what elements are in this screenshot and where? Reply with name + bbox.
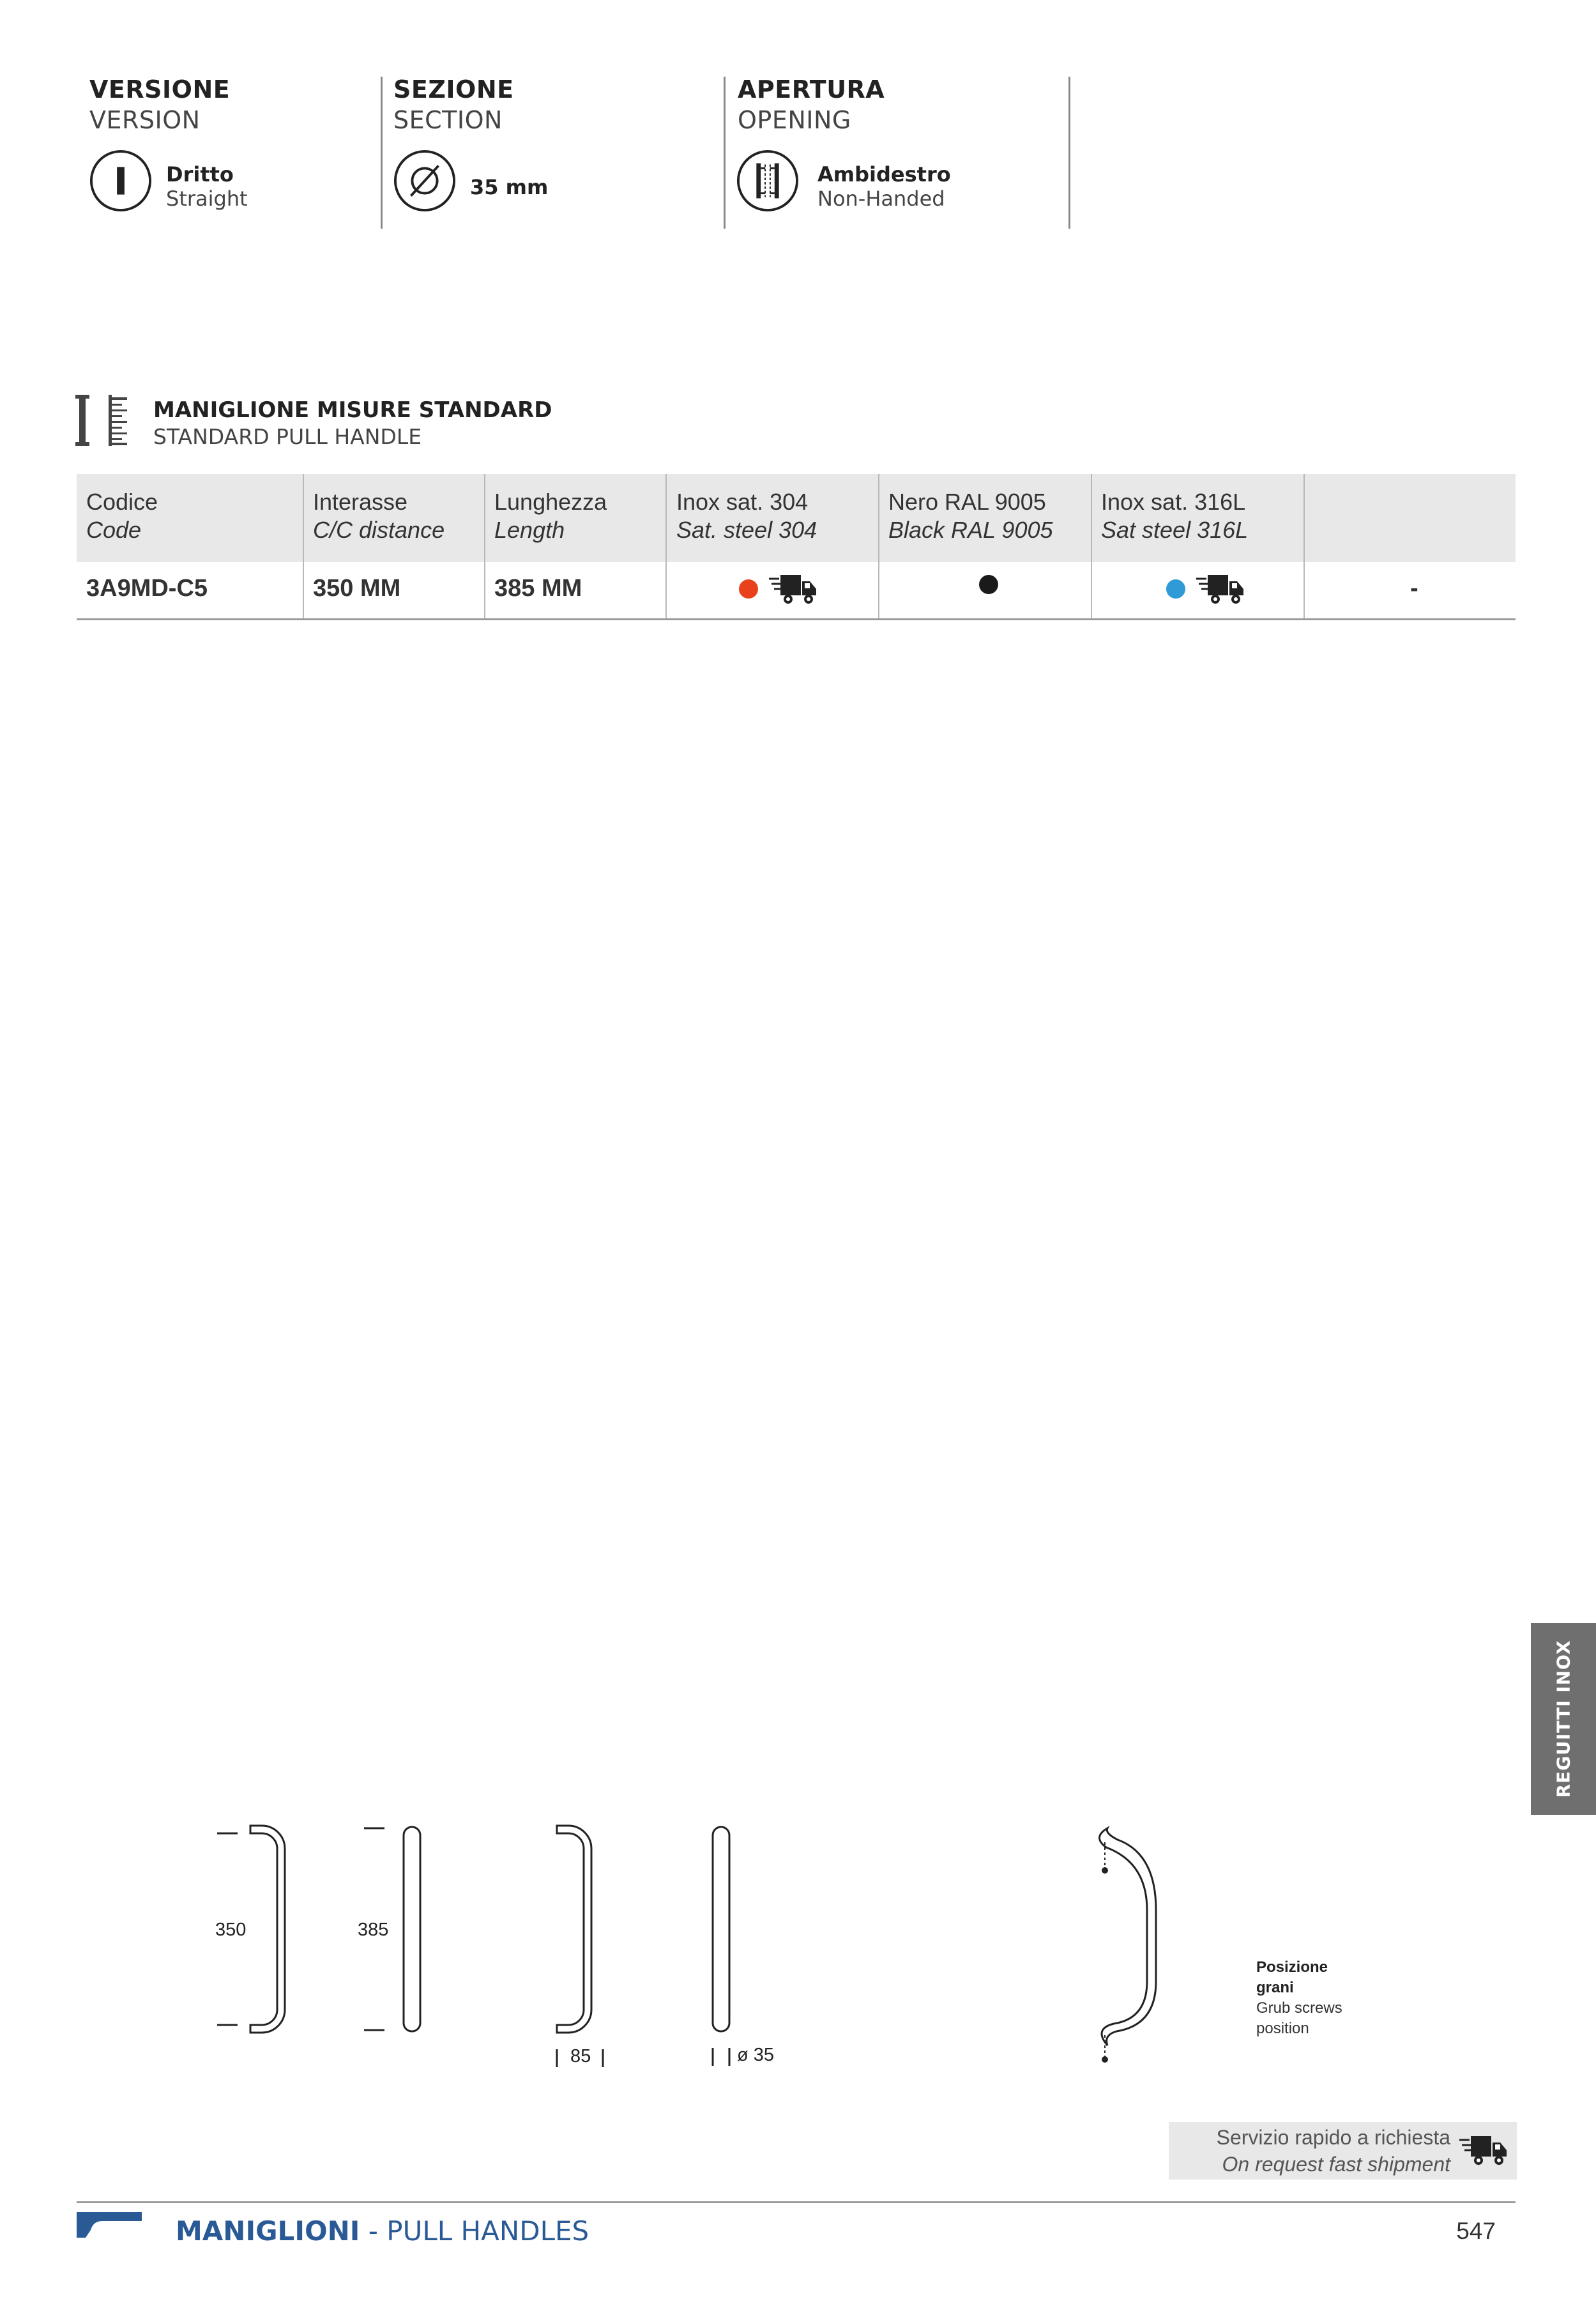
spec-section-value: 35 mm	[470, 175, 549, 199]
fast-shipment-truck-icon	[769, 574, 817, 606]
grub-note-it-1: Posizione	[1256, 1959, 1328, 1976]
dim-diameter-label: ø 35	[737, 2045, 775, 2065]
dim-cc-label: 350	[215, 1920, 247, 1940]
column-separator	[878, 474, 879, 618]
fast-shipment-box	[1169, 2122, 1517, 2180]
side-tab	[1531, 1623, 1596, 1815]
column-separator	[1091, 474, 1092, 618]
section-heading	[153, 397, 552, 449]
divider	[1068, 77, 1070, 229]
spec-version-value-en: Straight	[166, 187, 248, 211]
fast-shipment-it: Servizio rapido a richiesta	[1216, 2126, 1450, 2149]
footer-line	[77, 2201, 1516, 2203]
footer-title-light: PULL HANDLES	[386, 2215, 589, 2247]
header-cc-en: C/C distance	[313, 517, 445, 543]
header-cc-it: Interasse	[313, 489, 408, 515]
footer-title-separator: -	[360, 2215, 387, 2247]
fast-shipment-en: On request fast shipment	[1222, 2153, 1450, 2176]
header-cc-distance	[313, 488, 445, 544]
header-code-it: Codice	[86, 489, 158, 515]
spec-opening-subtitle: OPENING	[738, 106, 851, 134]
grub-note-it-2: grani	[1256, 1979, 1294, 1996]
cell-cc-distance: 350 MM	[313, 575, 401, 602]
brand-logo-icon	[77, 2212, 142, 2238]
inox316-color-dot	[1166, 579, 1185, 599]
spec-section-subtitle: SECTION	[393, 106, 503, 134]
page-number: 547	[1456, 2218, 1496, 2244]
header-length-en: Length	[494, 517, 565, 543]
column-separator	[484, 474, 485, 618]
straight-version-icon	[89, 149, 152, 212]
header-inox316-en: Sat steel 316L	[1101, 517, 1249, 543]
header-black	[888, 488, 1053, 544]
non-handed-icon	[736, 149, 799, 212]
column-separator	[1303, 474, 1305, 618]
grub-note-en-1: Grub screws	[1256, 1999, 1342, 2017]
header-length	[494, 488, 607, 544]
spec-version-title: VERSIONE	[89, 75, 231, 103]
header-inox304-it: Inox sat. 304	[676, 489, 809, 515]
side-tab-label: REGUITTI INOX	[1553, 1640, 1574, 1798]
header-inox316-it: Inox sat. 316L	[1101, 489, 1246, 515]
diameter-icon	[393, 149, 456, 212]
black-color-dot	[979, 575, 998, 594]
pull-handle-section-icon	[75, 393, 133, 447]
header-black-en: Black RAL 9005	[888, 517, 1053, 543]
header-inox316	[1101, 488, 1248, 544]
cell-length: 385 MM	[494, 575, 582, 602]
header-black-it: Nero RAL 9005	[888, 489, 1046, 515]
spec-opening-title: APERTURA	[738, 75, 885, 103]
table-bottom-line	[77, 618, 1516, 620]
spec-section-title: SEZIONE	[393, 75, 514, 103]
grub-note-en-2: position	[1256, 2020, 1309, 2037]
cell-code: 3A9MD-C5	[86, 575, 208, 602]
header-length-it: Lunghezza	[494, 489, 607, 515]
column-separator	[303, 474, 304, 618]
inox304-color-dot	[739, 579, 758, 599]
section-title-en: STANDARD PULL HANDLE	[153, 424, 422, 449]
header-inox304	[676, 488, 817, 544]
divider	[724, 77, 726, 229]
fast-shipment-truck-icon	[1196, 574, 1245, 606]
fast-shipment-truck-icon	[1459, 2135, 1508, 2167]
spec-version-subtitle: VERSION	[89, 106, 201, 134]
header-inox304-en: Sat. steel 304	[676, 517, 817, 543]
dim-depth-label: 85	[570, 2046, 591, 2066]
header-code-en: Code	[86, 517, 142, 543]
cell-extra: -	[1410, 575, 1418, 602]
spec-opening-value-en: Non-Handed	[817, 187, 945, 211]
spec-opening-value-it: Ambidestro	[817, 162, 951, 187]
header-code	[86, 488, 158, 544]
dim-length-label: 385	[358, 1920, 389, 1940]
divider	[381, 77, 383, 229]
spec-version-value-it: Dritto	[166, 162, 234, 187]
column-separator	[665, 474, 667, 618]
footer-title-bold: MANIGLIONI	[176, 2215, 360, 2247]
handle-drawings	[204, 1814, 1162, 2070]
section-title-it: MANIGLIONE MISURE STANDARD	[153, 397, 552, 423]
footer-title	[176, 2215, 589, 2247]
